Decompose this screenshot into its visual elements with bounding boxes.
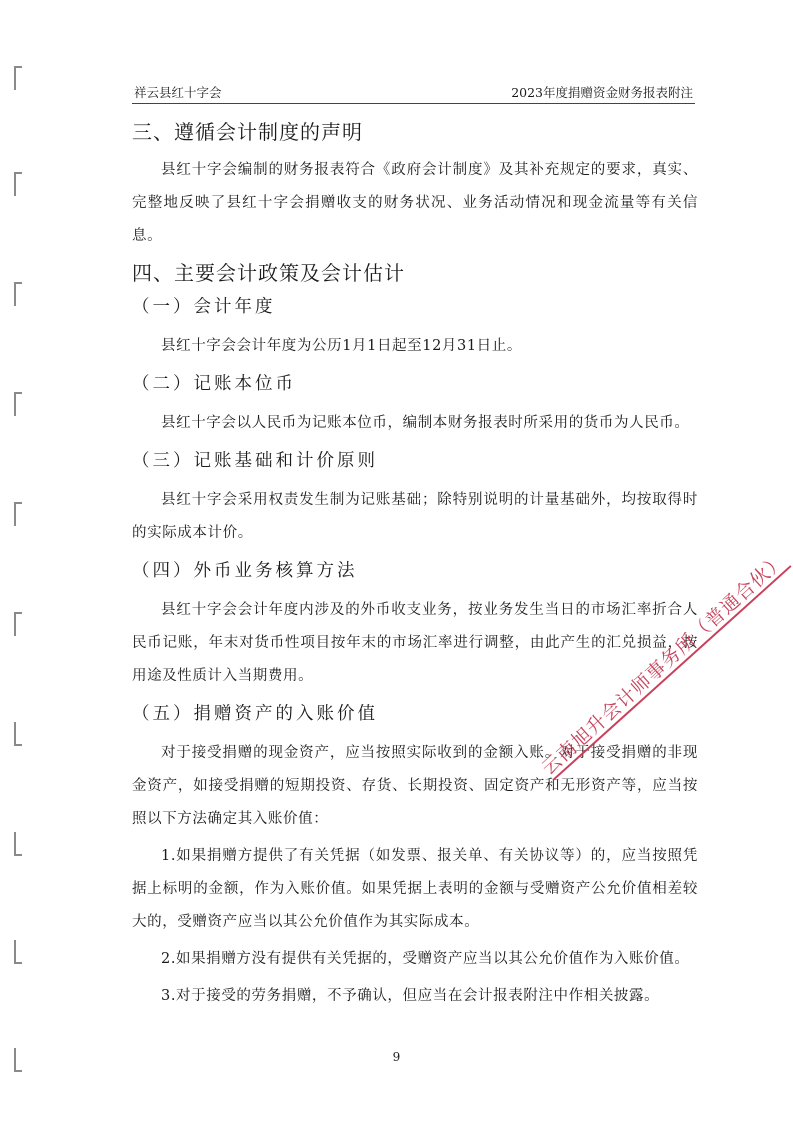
section-4-3-heading: （三）记账基础和计价原则 xyxy=(132,451,378,471)
binding-mark xyxy=(14,832,22,856)
binding-mark xyxy=(14,172,22,196)
binding-mark xyxy=(14,722,22,746)
document-body xyxy=(132,110,698,1013)
section-4-1-paragraph: 县红十字会会计年度为公历1月1日起至12月31日止。 xyxy=(161,338,522,354)
stamp-text: 云南旭升会计师事务所（普通合伙） xyxy=(537,548,791,780)
binding-mark xyxy=(14,940,22,964)
section-4-5-item-2: 2.如果捐赠方没有提供有关凭据的，受赠资产应当以其公允价值作为入账价值。 xyxy=(161,951,690,967)
binding-mark xyxy=(14,392,22,416)
page-number: 9 xyxy=(392,1050,401,1064)
binding-mark xyxy=(14,66,22,90)
section-4-2-heading: （二）记账本位币 xyxy=(132,374,296,394)
section-4-1-heading: （一）会计年度 xyxy=(132,297,276,317)
section-4-5-heading: （五）捐赠资产的入账价值 xyxy=(132,704,378,724)
section-4-heading: 四、主要会计政策及会计估计 xyxy=(132,261,405,285)
section-4-5-paragraph: 对于接受捐赠的现金资产，应当按照实际收到的金额入账。对于接受捐赠的非现金资产，如接受捐赠的短期投资、存货、长期投资、固定资产和无形资产等，应当按照以下方法确定其入账价值： xyxy=(132,745,698,827)
header-organization: 祥云县红十字会 xyxy=(134,85,222,100)
section-3-heading: 三、遵循会计制度的声明 xyxy=(132,120,363,144)
section-4-3-paragraph: 县红十字会采用权责发生制为记账基础；除特别说明的计量基础外，均按取得时的实际成本计价。 xyxy=(132,492,698,541)
section-4-4-paragraph: 县红十字会会计年度内涉及的外币收支业务，按业务发生当日的市场汇率折合人民币记账，年末对货币性项目按年末的市场汇率进行调整，由此产生的汇兑损益，按用途及性质计入当期费用。 xyxy=(132,602,698,684)
section-4-2-paragraph: 县红十字会以人民币为记账本位币，编制本财务报表时所采用的货币为人民币。 xyxy=(161,415,690,431)
header-document-title: 2023年度捐赠资金财务报表附注 xyxy=(511,85,693,100)
section-4-5-item-1: 1.如果捐赠方提供了有关凭据（如发票、报关单、有关协议等）的，应当按照凭据上标明的金额，作为入账价值。如果凭据上表明的金额与受赠资产公允价值相差较大的，受赠资产应当以其公允价值作为其实际成本。 xyxy=(132,848,698,930)
binding-mark xyxy=(14,282,22,306)
binding-mark xyxy=(14,502,22,526)
binding-mark xyxy=(14,612,22,636)
section-4-5-item-3: 3.对于接受的劳务捐赠，不予确认，但应当在会计报表附注中作相关披露。 xyxy=(161,988,660,1004)
section-4-4-heading: （四）外币业务核算方法 xyxy=(132,561,358,581)
page-header xyxy=(132,83,695,104)
section-3-paragraph: 县红十字会编制的财务报表符合《政府会计制度》及其补充规定的要求，真实、完整地反映了县红十字会捐赠收支的财务状况、业务活动情况和现金流量等有关信息。 xyxy=(132,162,698,244)
